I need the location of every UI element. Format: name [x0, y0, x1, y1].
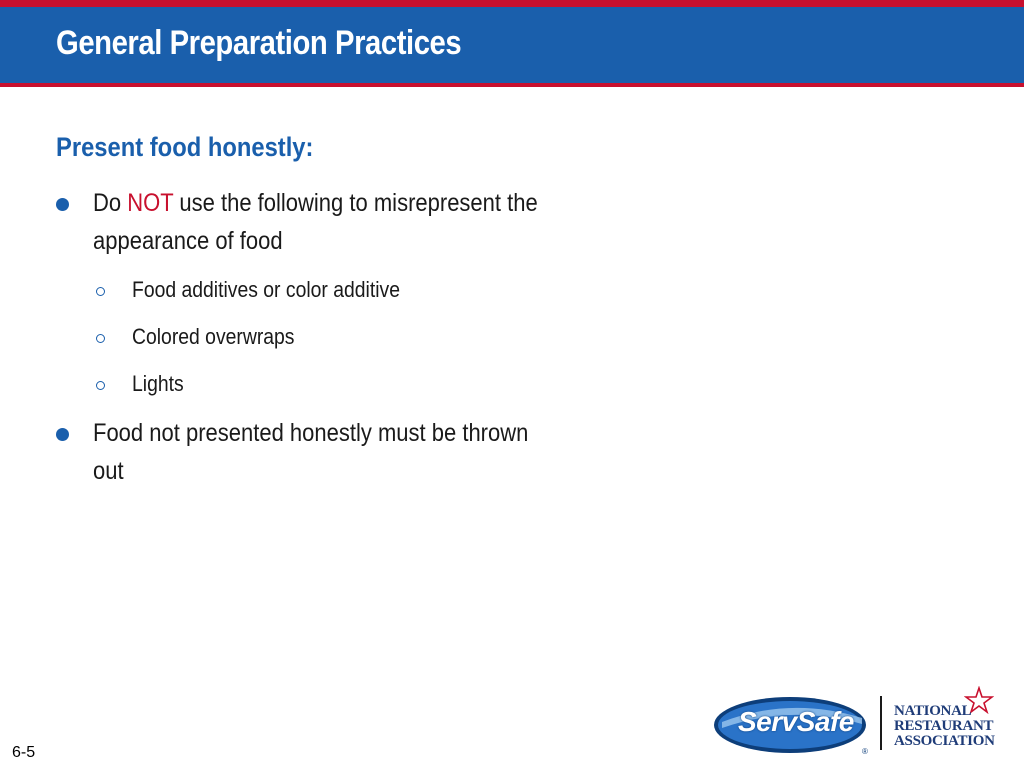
nra-line-3: ASSOCIATION [894, 733, 995, 749]
svg-text:®: ® [862, 747, 868, 756]
bullet-dot-icon [56, 428, 69, 441]
page-number: 6-5 [12, 744, 36, 761]
bullet-emphasis: NOT [127, 189, 174, 217]
sub-bullet-text: Lights [132, 371, 184, 396]
bullet-text [93, 184, 551, 260]
sub-bullet-text: Colored overwraps [132, 324, 295, 349]
nra-line-1: NATIONAL [894, 703, 972, 719]
bullet-text: Food not presented honestly must be thrown out [93, 419, 529, 485]
bullet-text-prefix: Do [93, 189, 128, 217]
slide-subtitle: Present food honestly: [56, 132, 314, 162]
slide-content [56, 132, 616, 485]
footer-logos [712, 686, 1012, 758]
nra-line-2: RESTAURANT [894, 718, 994, 734]
logo-divider [880, 696, 882, 750]
sub-bullet-text: Food additives or color additive [132, 277, 400, 302]
bullet-text-suffix: use the following to misrepresent the appearance of food [93, 189, 538, 255]
circle-bullet-icon [96, 334, 105, 343]
bullet-dot-icon [56, 198, 69, 211]
nra-logo-text [894, 704, 995, 749]
servsafe-logo-text: ServSafe [738, 706, 854, 737]
header-bottom-stripe [0, 83, 1024, 87]
circle-bullet-icon [96, 287, 105, 296]
circle-bullet-icon [96, 381, 105, 390]
slide-title: General Preparation Practices [56, 24, 462, 62]
header-top-stripe [0, 0, 1024, 7]
